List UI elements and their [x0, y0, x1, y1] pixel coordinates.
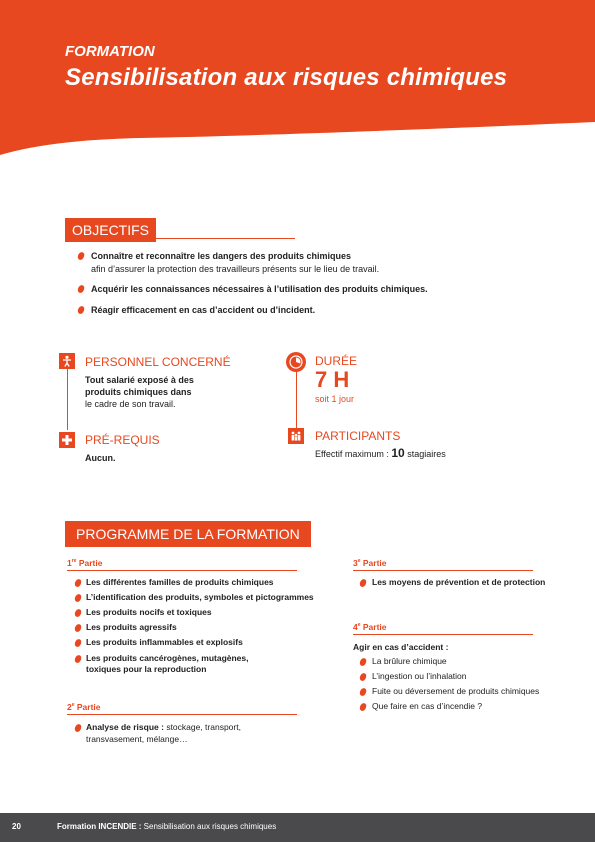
bullet-icon	[74, 608, 82, 617]
part-2-item-continued: transvasement, mélange…	[86, 734, 188, 744]
participants-text	[315, 446, 446, 460]
duree-sub: soit 1 jour	[315, 394, 355, 404]
part-2-item-bold: Analyse de risque :	[86, 722, 164, 732]
part-1-item: Les produits cancérogènes, mutagènes,	[86, 653, 249, 663]
person-icon	[59, 353, 75, 369]
bullet-icon	[74, 638, 82, 647]
part-4-item: La brûlure chimique	[372, 656, 447, 666]
personnel-line-3: le cadre de son travail.	[85, 399, 176, 409]
programme-tag: PROGRAMME DE LA FORMATION	[65, 521, 311, 547]
prerequis-title: PRÉ-REQUIS	[85, 433, 160, 447]
part-1-item: Les produits inflammables et explosifs	[86, 637, 243, 647]
part-4-item: Que faire en cas d’incendie ?	[372, 701, 483, 711]
personnel-line-1: Tout salarié exposé à des	[85, 375, 194, 385]
bullet-icon	[74, 723, 82, 732]
duree-value: 7 H	[315, 367, 350, 392]
bullet-icon	[359, 702, 367, 711]
bullet-icon	[359, 657, 367, 666]
part-2-item	[86, 722, 241, 733]
bullet-icon	[359, 672, 367, 681]
objectif-2: Acquérir les connaissances nécessaires à l’utilisation des produits chimiques.	[91, 284, 428, 294]
part-4-rule	[353, 634, 533, 635]
footer-title	[57, 822, 276, 831]
part-2-item-rest: stockage, transport,	[163, 722, 241, 732]
part-1-item: Les produits nocifs et toxiques	[86, 607, 212, 617]
objectif-3: Réagir efficacement en cas d’accident ou d’incident.	[91, 305, 316, 315]
part-1-item-continued: toxiques pour la reproduction	[86, 664, 207, 674]
part-3-title: 3e Partie	[353, 558, 387, 568]
bullet-icon	[74, 623, 82, 632]
bullet-icon	[74, 593, 82, 602]
part-4-intro: Agir en cas d’accident :	[353, 642, 449, 652]
connector-line	[296, 370, 297, 430]
page-footer	[0, 813, 595, 842]
part-1-item: Les produits agressifs	[86, 622, 177, 632]
part-4-item: Fuite ou déversement de produits chimiques	[372, 686, 540, 696]
footer-title-rest: Sensibilisation aux risques chimiques	[141, 822, 277, 831]
objectifs-rule	[65, 238, 295, 239]
bullet-icon	[359, 687, 367, 696]
part-3-rule	[353, 570, 533, 571]
footer-title-bold: Formation INCENDIE :	[57, 822, 142, 831]
group-icon	[288, 428, 304, 444]
bullet-icon	[77, 305, 85, 314]
part-1-item: Les différentes familles de produits chimiques	[86, 577, 274, 587]
part-2-title: 2e Partie	[67, 702, 101, 712]
part-2-rule	[67, 714, 297, 715]
header-kicker: FORMATION	[65, 43, 155, 60]
programme-rule	[65, 542, 293, 543]
page-header	[0, 0, 595, 170]
part-1-rule	[67, 570, 297, 571]
part-4-title: 4e Partie	[353, 622, 387, 632]
objectif-1-detail: afin d’assurer la protection des travailleurs présents sur le lieu de travail.	[91, 264, 380, 274]
connector-line	[67, 368, 68, 430]
prerequis-text: Aucun.	[85, 453, 116, 463]
objectifs-tag: OBJECTIFS	[65, 218, 156, 242]
duree-title: DURÉE	[315, 354, 358, 368]
participants-label: Effectif maximum :	[315, 449, 392, 459]
bullet-icon	[77, 251, 85, 260]
bullet-icon	[74, 578, 82, 587]
bullet-icon	[74, 654, 82, 663]
bullet-icon	[359, 578, 367, 587]
participants-title: PARTICIPANTS	[315, 429, 401, 443]
personnel-title: PERSONNEL CONCERNÉ	[85, 355, 231, 369]
page-title: Sensibilisation aux risques chimiques	[65, 64, 508, 91]
participants-count: 10	[391, 446, 405, 460]
clock-icon	[286, 352, 306, 372]
objectif-1: Connaître et reconnaître les dangers des produits chimiques	[91, 251, 352, 261]
personnel-line-2: produits chimiques dans	[85, 387, 192, 397]
part-1-title: 1re Partie	[67, 558, 103, 568]
plus-cross-icon	[59, 432, 75, 448]
bullet-icon	[77, 284, 85, 293]
part-4-item: L’ingestion ou l’inhalation	[372, 671, 467, 681]
page-number: 20	[12, 822, 21, 831]
part-1-item: L’identification des produits, symboles et pictogrammes	[86, 592, 314, 602]
part-3-item: Les moyens de prévention et de protection	[372, 577, 546, 587]
participants-unit: stagiaires	[404, 449, 446, 459]
